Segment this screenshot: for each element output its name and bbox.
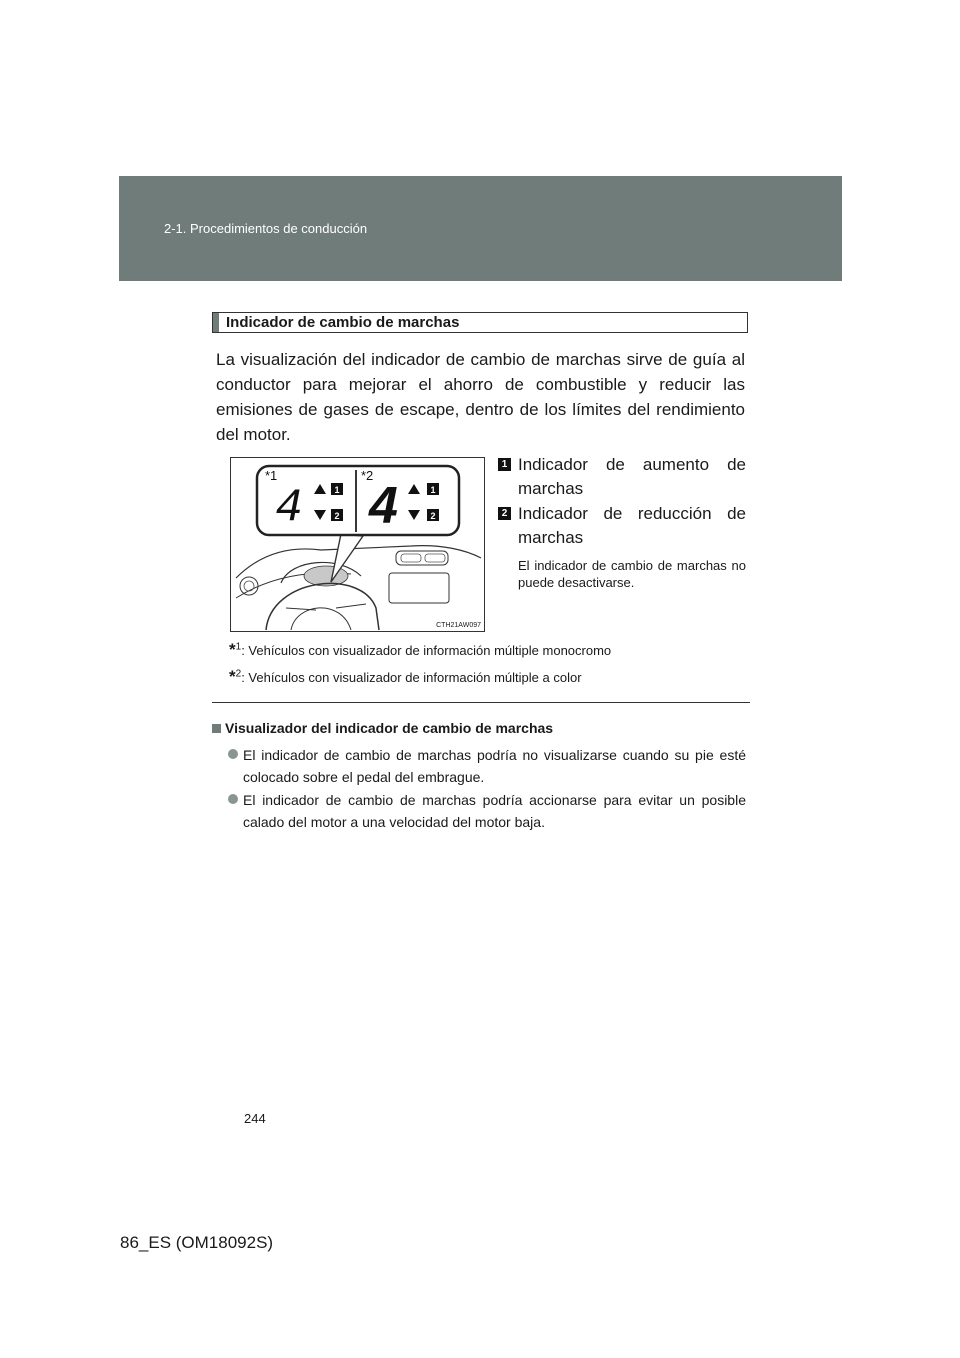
legend-badge-2: 2	[498, 507, 511, 520]
chapter-breadcrumb: 2-1. Procedimientos de conducción	[164, 221, 368, 236]
color-gear-digit: 4	[369, 477, 398, 535]
section-title-accent	[213, 313, 219, 332]
bullet-dot-icon	[228, 749, 238, 759]
document-code: 86_ES (OM18092S)	[120, 1233, 274, 1252]
legend-badge-1: 1	[498, 458, 511, 471]
footnote-2-text: : Vehículos con visualizador de información múltiple a color	[241, 670, 582, 685]
footnote-1	[229, 640, 611, 660]
section-divider	[212, 702, 750, 703]
footnote-1-star: *	[229, 640, 236, 659]
badge-down-number: 2	[334, 511, 340, 521]
legend-label-2: Indicador de reducción de marchas	[518, 504, 746, 547]
footnote-2	[229, 667, 582, 687]
note-bullet-1-text: El indicador de cambio de marchas podría no visualizarse cuando su pie esté colocado sobre el pedal del embrague.	[243, 747, 746, 785]
intro-paragraph: La visualización del indicador de cambio de marchas sirve de guía al conductor para mejorar el ahorro de combustible y reducir las emisiones de gases de escape, dentro de los límites del rendimiento del motor.	[216, 350, 745, 444]
footnote-1-text: : Vehículos con visualizador de información múltiple monocromo	[241, 643, 612, 658]
badge-up-number: 1	[334, 485, 340, 495]
legend-note: El indicador de cambio de marchas no puede desactivarse.	[518, 558, 746, 590]
heading-square-icon	[212, 724, 221, 733]
section-title-box	[212, 312, 748, 333]
note-bullet-2-text: El indicador de cambio de marchas podría accionarse para evitar un posible calado del motor a una velocidad del motor baja.	[243, 792, 746, 830]
notes-heading-text: Visualizador del indicador de cambio de marchas	[225, 720, 554, 736]
figure-code: CTH21AW097	[436, 622, 481, 629]
footnote-2-star: *	[229, 667, 236, 686]
footnote-1-sup: 1	[235, 641, 242, 653]
legend-item-downshift	[498, 502, 746, 550]
page-number: 244	[244, 1111, 266, 1126]
notes-heading	[212, 720, 553, 736]
mono-gear-digit: 4	[275, 482, 303, 534]
legend-label-1: Indicador de aumento de marchas	[518, 455, 746, 498]
note-bullet-1	[228, 744, 746, 788]
footnote-2-sup: 2	[235, 668, 242, 680]
dashboard-drawing	[231, 458, 484, 631]
note-bullet-2	[228, 789, 746, 833]
dashboard-illustration	[230, 457, 485, 632]
bullet-dot-icon	[228, 794, 238, 804]
legend-item-upshift	[498, 453, 746, 501]
badge-up-color-number: 1	[430, 485, 436, 495]
star1-label: *1	[265, 468, 278, 483]
section-title: Indicador de cambio de marchas	[226, 314, 460, 331]
star2-label: *2	[361, 468, 374, 483]
badge-down-color-number: 2	[430, 511, 436, 521]
